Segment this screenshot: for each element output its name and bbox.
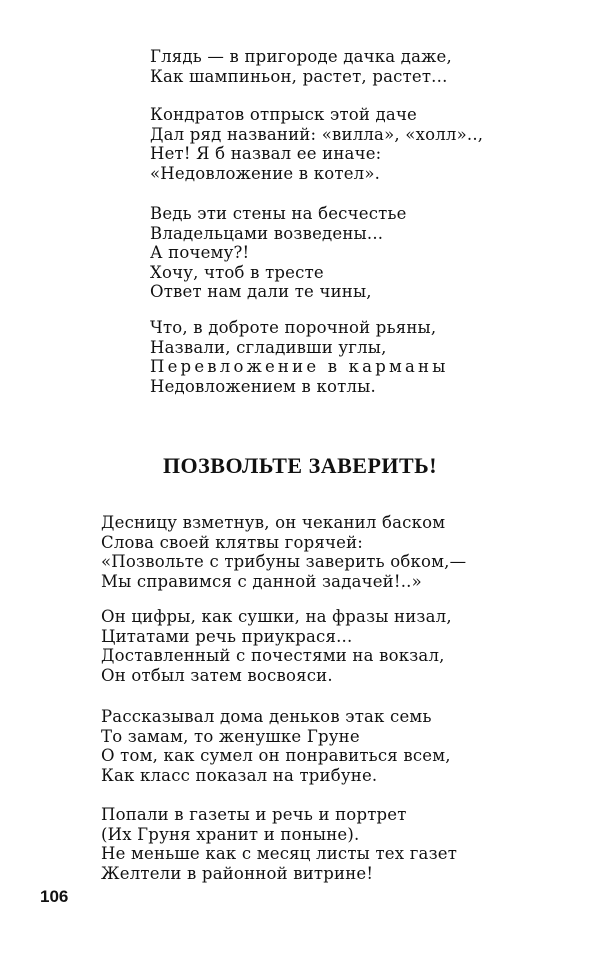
verse-line: Недовложением в котлы. <box>150 376 376 396</box>
verse-line: «Позвольте с трибуны заверить обком,— <box>101 552 467 571</box>
poem1-stanza-3 <box>150 204 407 302</box>
verse-line: Нет! Я б назвал ее иначе: <box>150 144 382 163</box>
verse-line: «Недовложение в котел». <box>150 163 381 183</box>
verse-line: Десницу взметнув, он чеканил баском <box>101 513 446 532</box>
poem1-stanza-2 <box>150 105 483 183</box>
poem1-stanza-1 <box>150 47 452 86</box>
verse-line: Хочу, чтоб в тресте <box>150 262 324 282</box>
poem2-stanza-2 <box>101 607 452 685</box>
verse-line: Как шампиньон, растет, растет... <box>150 66 448 86</box>
verse-line: Попали в газеты и речь и портрет <box>101 805 407 824</box>
poem2-stanza-1 <box>101 513 466 591</box>
verse-line: Глядь — в пригороде дачка даже, <box>150 47 452 66</box>
verse-line: Мы справимся с данной задачей!..» <box>101 571 422 591</box>
verse-line: Назвали, сгладивши углы, <box>150 337 387 357</box>
verse-line: Цитатами речь приукрася... <box>101 626 353 646</box>
verse-line-spaced: Перевложение в карманы <box>150 357 449 376</box>
verse-line: Владельцами возведены... <box>150 223 384 243</box>
verse-line: (Их Груня хранит и поныне). <box>101 824 360 844</box>
verse-line: Ответ нам дали те чины, <box>150 282 372 301</box>
verse-line: Желтели в районной витрине! <box>101 863 374 883</box>
poem2-stanza-4 <box>101 805 457 883</box>
verse-line: Что, в доброте порочной рьяны, <box>150 318 437 337</box>
verse-line: Он отбыл затем восвояси. <box>101 665 333 685</box>
verse-line: То замам, то женушке Груне <box>101 726 360 746</box>
verse-line: Доставленный с почестями на вокзал, <box>101 646 445 665</box>
verse-line: Он цифры, как сушки, на фразы низал, <box>101 607 452 626</box>
poem2-stanza-3 <box>101 707 451 785</box>
page-number: 106 <box>40 887 69 906</box>
verse-line: Слова своей клятвы горячей: <box>101 532 364 552</box>
verse-line: Рассказывал дома деньков этак семь <box>101 707 432 726</box>
verse-line: Ведь эти стены на бесчестье <box>150 204 407 223</box>
poem1-stanza-4 <box>150 318 449 396</box>
verse-line: А почему?! <box>150 243 250 262</box>
verse-line: Кондратов отпрыск этой даче <box>150 105 418 124</box>
verse-line: Как класс показал на трибуне. <box>101 765 378 785</box>
verse-line: О том, как сумел он понравиться всем, <box>101 746 451 765</box>
verse-line: Не меньше как с месяц листы тех газет <box>101 844 458 863</box>
verse-line: Дал ряд названий: «вилла», «холл».., <box>150 124 484 144</box>
poem-title: ПОЗВОЛЬТЕ ЗАВЕРИТЬ! <box>162 453 438 478</box>
